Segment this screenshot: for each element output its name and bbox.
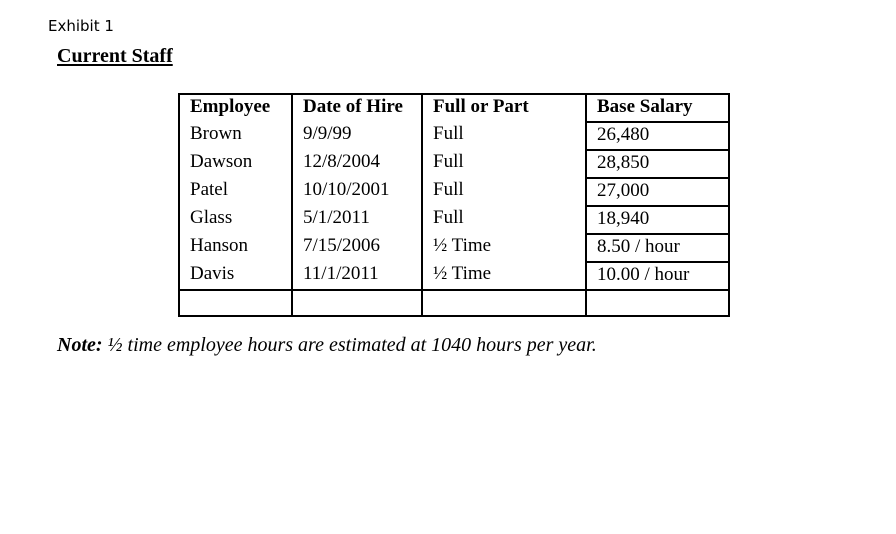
cell-full-or-part: Full (422, 206, 586, 234)
note-label: Note: (57, 334, 103, 356)
table-header-row (179, 94, 729, 122)
cell-date-of-hire: 10/10/2001 (292, 178, 422, 206)
cell-full-or-part: ½ Time (422, 262, 586, 290)
cell-base-salary: 18,940 (586, 206, 729, 234)
cell-employee: Patel (179, 178, 292, 206)
cell-employee: Brown (179, 122, 292, 150)
empty-cell (179, 290, 292, 316)
table-empty-row (179, 290, 729, 316)
note (57, 332, 597, 358)
table-row (179, 206, 729, 234)
cell-base-salary: 28,850 (586, 150, 729, 178)
cell-employee: Dawson (179, 150, 292, 178)
cell-base-salary: 26,480 (586, 122, 729, 150)
table-row (179, 234, 729, 262)
cell-date-of-hire: 11/1/2011 (292, 262, 422, 290)
cell-date-of-hire: 9/9/99 (292, 122, 422, 150)
table-row (179, 262, 729, 290)
table-row (179, 178, 729, 206)
cell-base-salary: 8.50 / hour (586, 234, 729, 262)
cell-employee: Davis (179, 262, 292, 290)
header-full-or-part: Full or Part (422, 94, 586, 122)
empty-cell (292, 290, 422, 316)
exhibit-label: Exhibit 1 (48, 17, 114, 35)
cell-base-salary: 10.00 / hour (586, 262, 729, 290)
table-row (179, 150, 729, 178)
note-text: ½ time employee hours are estimated at 1040 hours per year. (107, 334, 597, 356)
cell-full-or-part: Full (422, 150, 586, 178)
cell-full-or-part: Full (422, 122, 586, 150)
table-row (179, 122, 729, 150)
empty-cell (422, 290, 586, 316)
cell-full-or-part: ½ Time (422, 234, 586, 262)
cell-base-salary: 27,000 (586, 178, 729, 206)
cell-date-of-hire: 7/15/2006 (292, 234, 422, 262)
cell-employee: Hanson (179, 234, 292, 262)
empty-cell (586, 290, 729, 316)
cell-date-of-hire: 12/8/2004 (292, 150, 422, 178)
section-title: Current Staff (57, 45, 173, 67)
cell-date-of-hire: 5/1/2011 (292, 206, 422, 234)
header-employee: Employee (179, 94, 292, 122)
header-date-of-hire: Date of Hire (292, 94, 422, 122)
cell-full-or-part: Full (422, 178, 586, 206)
header-base-salary: Base Salary (586, 94, 729, 122)
cell-employee: Glass (179, 206, 292, 234)
staff-table (178, 93, 730, 317)
